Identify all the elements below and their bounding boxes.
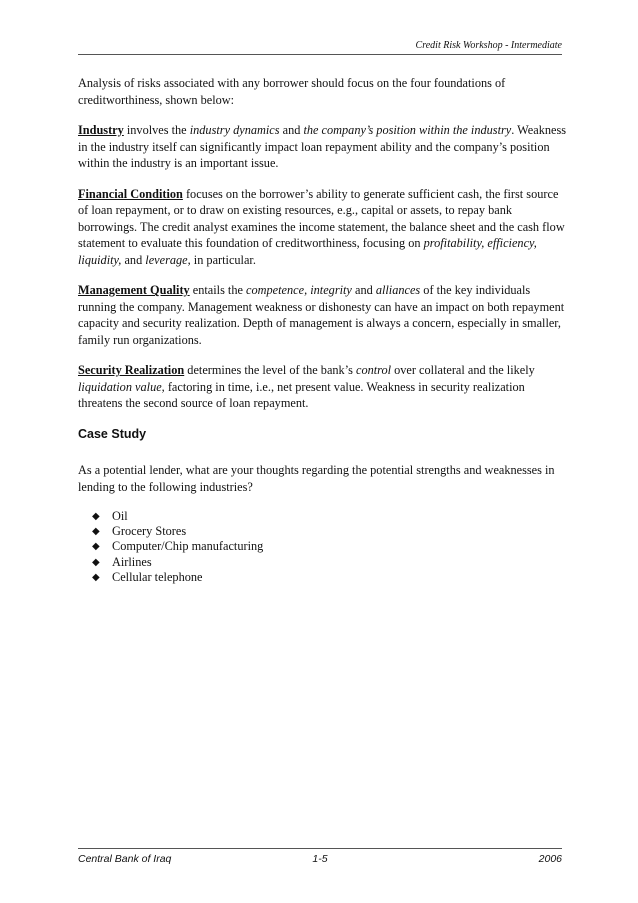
financial-term: Financial Condition bbox=[78, 186, 183, 201]
running-header: Credit Risk Workshop - Intermediate bbox=[415, 40, 562, 51]
industry-paragraph bbox=[78, 122, 568, 172]
security-term: Security Realization bbox=[78, 363, 185, 377]
financial-emphasis-1: profitability, efficiency, liquidity, bbox=[78, 236, 537, 267]
security-emphasis-1: control bbox=[355, 363, 392, 377]
industry-emphasis-1: industry dynamics bbox=[189, 123, 280, 137]
list-item-text: Computer/Chip manufacturing bbox=[112, 539, 264, 554]
list-item-text: Grocery Stores bbox=[112, 524, 187, 539]
list-item bbox=[92, 509, 568, 524]
industry-text-1: involves the bbox=[123, 123, 190, 137]
management-emphasis-2: alliances bbox=[375, 283, 421, 297]
case-study-heading: Case Study bbox=[78, 426, 147, 441]
footer-organization: Central Bank of Iraq bbox=[78, 853, 172, 865]
case-study-question: As a potential lender, what are your thoughts regarding the potential strengths and weaknesses in lending to the following industries? bbox=[78, 463, 555, 494]
footer-year: 2006 bbox=[538, 853, 562, 865]
intro-paragraph: Analysis of risks associated with any borrower should focus on the four foundations of creditworthiness, shown below: bbox=[78, 76, 506, 107]
list-item bbox=[92, 539, 568, 554]
financial-text-2: and bbox=[121, 252, 146, 267]
security-text-3: factoring in time, i.e., net present value. Weakness in security realization threatens the second source of loan repayment. bbox=[78, 379, 525, 410]
financial-paragraph bbox=[78, 186, 568, 269]
industry-list bbox=[78, 509, 568, 585]
diamond-bullet-icon: ◆ bbox=[92, 541, 100, 553]
list-item bbox=[92, 555, 568, 570]
management-term: Management Quality bbox=[78, 283, 190, 297]
header-divider bbox=[78, 54, 562, 55]
security-text-1: determines the level of the bank’s bbox=[184, 363, 356, 377]
management-paragraph bbox=[78, 282, 568, 348]
list-item bbox=[92, 524, 568, 539]
financial-text-3: in particular. bbox=[190, 252, 256, 267]
list-item-text: Oil bbox=[112, 509, 128, 523]
management-text-2: and bbox=[351, 283, 376, 297]
security-text-2: over collateral and the likely bbox=[391, 363, 535, 377]
footer-divider bbox=[78, 848, 562, 849]
management-emphasis-1: competence, integrity bbox=[246, 283, 352, 297]
list-item bbox=[92, 570, 568, 585]
industry-emphasis-2: the company’s position within the industry bbox=[303, 123, 512, 137]
industry-text-3: . Weakness in the industry itself can significantly impact loan repayment ability and the company’s position within the industry is an important issue. bbox=[78, 123, 567, 170]
diamond-bullet-icon: ◆ bbox=[92, 556, 100, 568]
list-item-text: Cellular telephone bbox=[112, 569, 203, 584]
diamond-bullet-icon: ◆ bbox=[92, 526, 100, 538]
financial-text-1: focuses on the borrower’s ability to generate sufficient cash, the first source of loan repayment, or to draw on existing resources, e.g., capital or assets, to repay bank borrowings. The credit analyst examines the income statement, the balance sheet and the cash flow statement to evaluate this foundation of creditworthiness, focusing on bbox=[78, 186, 565, 250]
management-text-3: of the key individuals running the company. Management weakness or dishonesty can have an impact on both repayment capacity and security realization. Depth of management is always a concern, especially in smaller, family run organizations. bbox=[78, 283, 565, 347]
list-item-text: Airlines bbox=[112, 554, 152, 569]
security-emphasis-2: liquidation value, bbox=[78, 379, 165, 394]
financial-emphasis-2: leverage, bbox=[145, 252, 191, 267]
diamond-bullet-icon: ◆ bbox=[92, 571, 100, 583]
security-paragraph bbox=[78, 362, 568, 412]
page-number: 1-5 bbox=[312, 853, 328, 865]
management-text-1: entails the bbox=[189, 283, 247, 297]
page-body bbox=[78, 75, 568, 585]
industry-text-2: and bbox=[279, 123, 304, 137]
industry-term: Industry bbox=[78, 123, 124, 137]
diamond-bullet-icon: ◆ bbox=[92, 511, 100, 522]
